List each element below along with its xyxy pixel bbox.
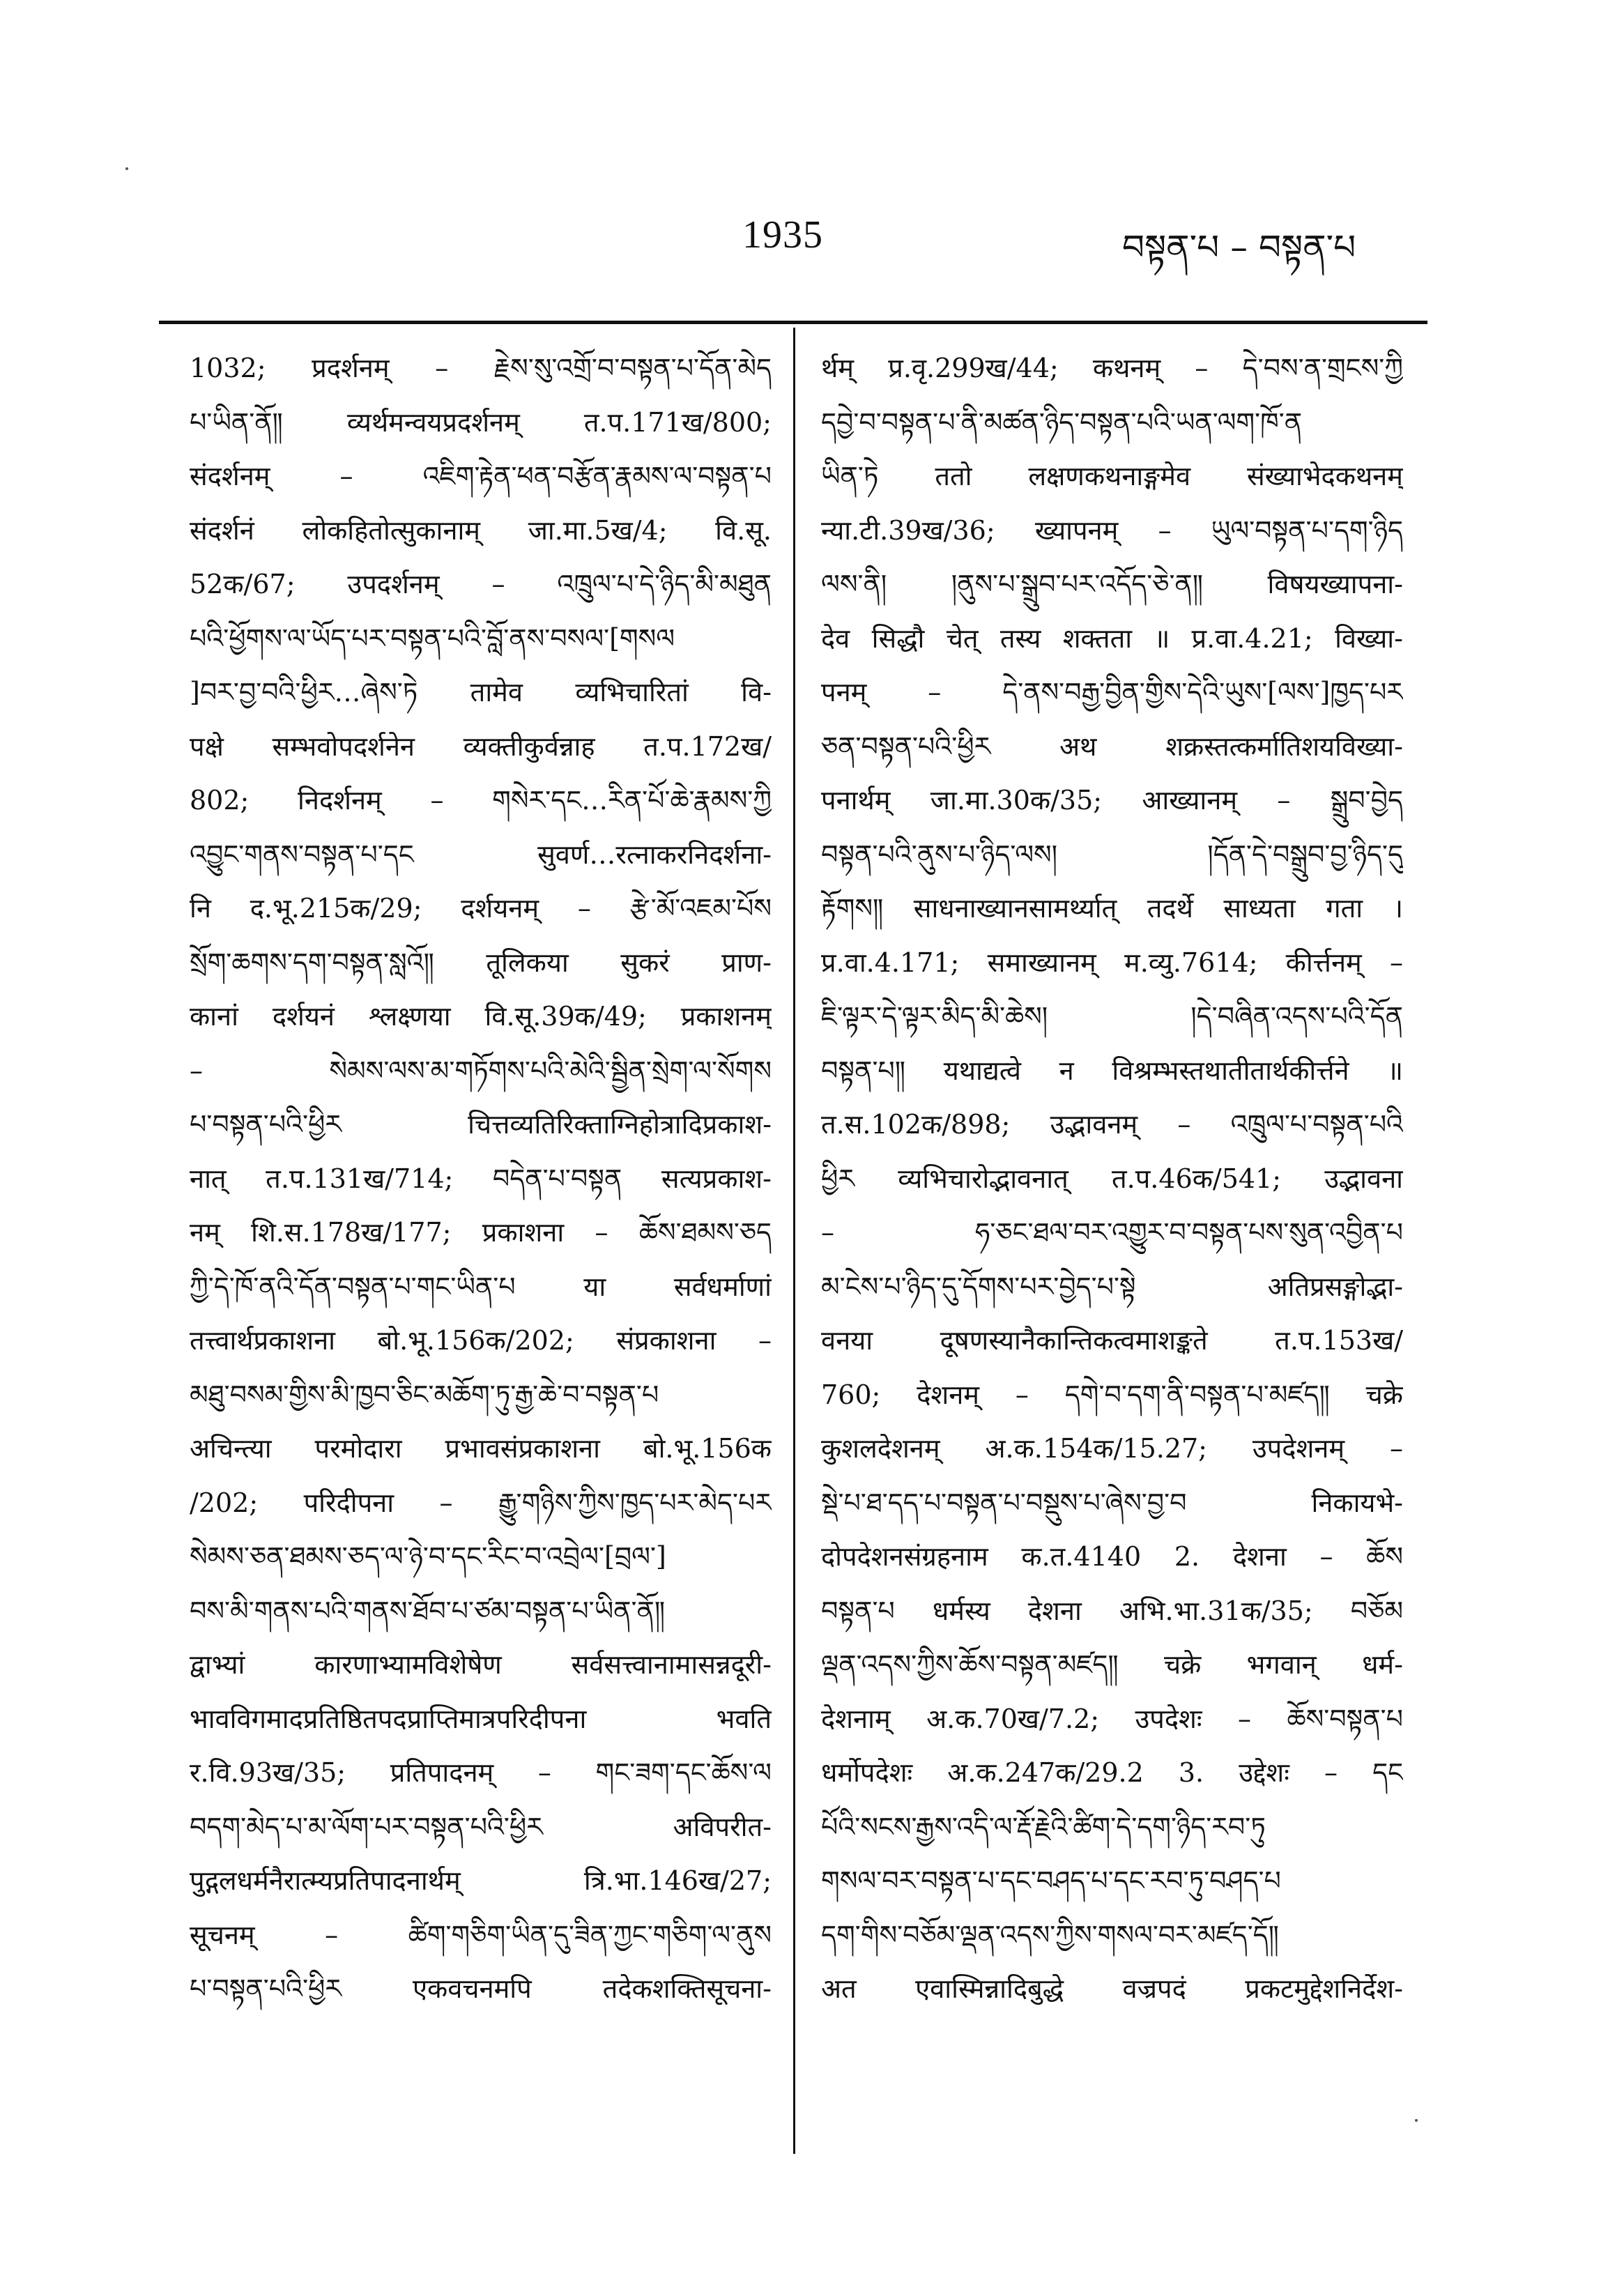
- page-number: 1935: [742, 213, 823, 257]
- entry-line: अत एवास्मिन्नादिबुद्धे वज्रपदं प्रकटमुद्देशनिर्देश-: [821, 1973, 1403, 2004]
- entry-line: दोपदेशनसंग्रहनाम क.त.4140 2. देशना – ཆོས: [821, 1541, 1403, 1572]
- entry-line: /202; परिदीपना – རྒྱུ་གཉིས་ཀྱིས་ཁྱད་པར་མེད་པར: [190, 1487, 772, 1518]
- right-column: [821, 342, 1403, 2017]
- scan-speck: [1415, 2119, 1418, 2122]
- entry-line: དབྱེ་བ་བསྟན་པ་ནི་མཚན་ཉིད་བསྟན་པའི་ཡན་ལག་ཁོ་ན: [821, 406, 1303, 438]
- entry-line: 1032; प्रदर्शनम् – རྗེས་སུ་འགྲོ་བ་བསྟན་པ་དོན་མེད: [190, 353, 772, 383]
- entry-line: པོའི་སངས་རྒྱས་འདི་ལ་རྡོ་རྗེའི་ཚིག་དེ་དག་ཉིད་རབ་ཏུ: [821, 1811, 1266, 1842]
- entry-line: पनार्थम् जा.मा.30क/35; आख्यानम् – སྒྲུབ་བྱེད: [821, 785, 1403, 816]
- entry-line: མ་ངེས་པ་ཉིད་དུ་དོགས་པར་བྱེད་པ་སྟེ अतिप्रसङ्गोद्भा-: [821, 1271, 1403, 1302]
- entry-line: नात् त.प.131ख/714; བདེན་པ་བསྟན सत्यप्रकाश-: [190, 1163, 772, 1194]
- entry-line: कुशलदेशनम् अ.क.154क/15.27; उपदेशनम् –: [821, 1433, 1403, 1464]
- entry-line: द्वाभ्यां कारणाभ्यामविशेषेण सर्वसत्त्वानामासन्नदूरी-: [190, 1649, 772, 1680]
- entry-line: གསལ་བར་བསྟན་པ་དང་བཤད་པ་དང་རབ་ཏུ་བཤད་པ: [821, 1865, 1281, 1896]
- entry-line: न्या.टी.39ख/36; ख्यापनम् – ཡུལ་བསྟན་པ་དག་ཉིད: [821, 514, 1403, 546]
- entry-line: पुद्गलधर्मनैरात्म्यप्रतिपादनार्थम् त्रि.भा.146ख/27;: [190, 1865, 772, 1896]
- entry-line: र.वि.93ख/35; प्रतिपादनम् – གང་ཟག་དང་ཆོས་ལ: [190, 1757, 772, 1788]
- entry-line: བསྟན་པ༎ यथाद्यत्वे न विश्रम्भस्तथातीतार्थकीर्त्तने ॥: [821, 1055, 1403, 1086]
- entry-line: 760; देशनम् – དགེ་བ་དག་ནི་བསྟན་པ་མཛད༎ चक्रे: [821, 1379, 1403, 1410]
- entry-line: – སེམས་ལས་མ་གཏོགས་པའི་མེའི་སྦྱིན་སྲེག་ལ་སོགས: [190, 1055, 772, 1086]
- entry-line: བདག་མེད་པ་མ་ལོག་པར་བསྟན་པའི་ཕྱིར अविपरीत-: [190, 1811, 772, 1842]
- entry-line: भावविगमादप्रतिष्ठितपदप्राप्तिमात्रपरिदीपना भवति: [190, 1703, 772, 1734]
- column-divider: [793, 328, 795, 2154]
- entry-line: ཅན་བསྟན་པའི་ཕྱིར अथ शक्रस्तत्कर्मातिशयविख्या-: [821, 731, 1403, 762]
- entry-line: – ཧ་ཅང་ཐལ་བར་འགྱུར་བ་བསྟན་པས་སུན་འབྱིན་པ: [821, 1217, 1403, 1248]
- entry-line: नम् शि.स.178ख/177; प्रकाशना – ཆོས་ཐམས་ཅད: [190, 1217, 772, 1248]
- entry-line: 52क/67; उपदर्शनम् – འཁྲུལ་པ་དེ་ཉིད་མི་མཐུན: [190, 569, 772, 599]
- left-column: [190, 342, 772, 2017]
- entry-line: བསྟན་པ धर्मस्य देशना अभि.भा.31क/35; བཅོམ: [821, 1595, 1403, 1626]
- entry-line: सूचनम् – ཚིག་གཅིག་ཡིན་དུ་ཟིན་ཀྱང་གཅིག་ལ་ནུས: [190, 1919, 772, 1950]
- entry-line: ཀྱི་དེ་ཁོ་ནའི་དོན་བསྟན་པ་གང་ཡིན་པ या सर्वधर्माणां: [190, 1271, 772, 1302]
- entry-line: པའི་ཕྱོགས་ལ་ཡོད་པར་བསྟན་པའི་བློ་ནས་བསལ་[གསལ: [190, 622, 675, 654]
- entry-line: རྟོགས༎ साधनाख्यानसामर्थ्यात् तदर्थे साध्यता गता ।: [821, 893, 1403, 924]
- entry-line: ཇི་ལྟར་དེ་ལྟར་མིད་མི་ཆེས། །དེ་བཞིན་འདས་པའི་དོན: [821, 1001, 1403, 1032]
- entry-line: अचिन्त्या परमोदारा प्रभावसंप्रकाशना बो.भू.156क: [190, 1433, 772, 1464]
- entry-line: བས་མི་གནས་པའི་གནས་ཐོབ་པ་ཙམ་བསྟན་པ་ཡིན་ནོ༎: [190, 1595, 666, 1626]
- entry-line: तत्त्वार्थप्रकाशना बो.भू.156क/202; संप्रकाशना –: [190, 1325, 772, 1356]
- entry-line: ]བར་བྱ་བའི་ཕྱིར…ཞེས་ཏེ तामेव व्यभिचारितां वि-: [190, 677, 772, 707]
- entry-line: नि द.भू.215क/29; दर्शयनम् – རྩེ་མོ་འཇམ་པོས: [190, 893, 772, 924]
- entry-line: संदर्शनम् – འཇིག་རྟེན་ཕན་བརྩོན་རྣམས་ལ་བསྟན་པ: [190, 461, 772, 491]
- entry-line: पनम् – དེ་ནས་བརྒྱ་བྱིན་གྱིས་དེའི་ཡུས་[ལས་]ཁྱད་པར: [821, 677, 1403, 707]
- entry-line: ཡིན་ཏེ ततो लक्षणकथनाङ्गमेव संख्याभेदकथनम्: [821, 461, 1403, 491]
- entry-line: ལས་ནི། །ནུས་པ་སྒྲུབ་པར་འདོད་ཅེ་ན༎ विषयख्यापना-: [821, 569, 1403, 599]
- entry-line: དག་གིས་བཅོམ་ལྡན་འདས་ཀྱིས་གསལ་བར་མཛད་དོ༎: [821, 1919, 1279, 1950]
- entry-line: ཕྱིར व्यभिचारोद्भावनात् त.प.46क/541; उद्भावना: [821, 1163, 1403, 1194]
- entry-line: བསྟན་པའི་ནུས་པ་ཉིད་ལས། །དོན་དེ་བསྒྲུབ་བྱ་ཉིད་དུ: [821, 839, 1403, 870]
- entry-line: कानां दर्शयनं श्लक्ष्णया वि.सू.39क/49; प्रकाशनम्: [190, 1001, 772, 1032]
- header-rule: [159, 321, 1427, 324]
- entry-line: མཐུ་བསམ་གྱིས་མི་ཁྱབ་ཅིང་མཆོག་ཏུ་རྒྱ་ཆེ་བ་བསྟན་པ: [190, 1379, 659, 1410]
- entry-line: पक्षे सम्भवोपदर्शनेन व्यक्तीकुर्वन्नाह त.प.172ख/: [190, 731, 772, 762]
- entry-line: པ་བསྟན་པའི་ཕྱིར चित्तव्यतिरिक्ताग्निहोत्रादिप्रकाश-: [190, 1109, 772, 1140]
- entry-line: པ་བསྟན་པའི་ཕྱིར एकवचनमपि तदेकशक्तिसूचना-: [190, 1973, 772, 2004]
- entry-line: 802; निदर्शनम् – གསེར་དང…རིན་པོ་ཆེ་རྣམས་ཀྱི: [190, 785, 772, 816]
- entry-line: देव सिद्धौ चेत् तस्य शक्तता ॥ प्र.वा.4.21; विख्या-: [821, 622, 1403, 654]
- entry-line: སེམས་ཅན་ཐམས་ཅད་ལ་ཉེ་བ་དང་རིང་བ་འབྲེལ་[བྲལ་]: [190, 1541, 666, 1572]
- entry-line: སྲོག་ཆགས་དག་བསྟན་སླའོ༎ तूलिकया सुकरं प्राण-: [190, 947, 772, 978]
- entry-line: त.स.102क/898; उद्भावनम् – འཁྲུལ་པ་བསྟན་པའི: [821, 1109, 1403, 1140]
- entry-line: र्थम् प्र.वृ.299ख/44; कथनम् – དེ་བས་ན་གྲངས་ཀྱི: [821, 353, 1403, 383]
- running-head: བསྟན་པ – བསྟན་པ: [1122, 227, 1356, 268]
- entry-line: धर्मोपदेशः अ.क.247क/29.2 3. उद्देशः – དང: [821, 1757, 1403, 1788]
- entry-line: སྡེ་པ་ཐ་དད་པ་བསྟན་པ་བསྡུས་པ་ཞེས་བྱ་བ निकायभे-: [821, 1487, 1403, 1518]
- entry-line: संदर्शनं लोकहितोत्सुकानाम् जा.मा.5ख/4; वि.सू.: [190, 514, 772, 546]
- entry-line: देशनाम् अ.क.70ख/7.2; उपदेशः – ཆོས་བསྟན་པ: [821, 1703, 1403, 1734]
- entry-line: འབྱུང་གནས་བསྟན་པ་དང सुवर्ण…रत्नाकरनिदर्शना-: [190, 839, 772, 870]
- entry-line: प्र.वा.4.171; समाख्यानम् म.व्यु.7614; कीर्त्तनम् –: [821, 947, 1403, 978]
- entry-line: པ་ཡིན་ནོ༎ व्यर्थमन्वयप्रदर्शनम् त.प.171ख/800;: [190, 406, 772, 438]
- scan-speck: [125, 167, 128, 170]
- entry-line: ལྡན་འདས་ཀྱིས་ཆོས་བསྟན་མཛད༎ चक्रे भगवान् धर्म-: [821, 1649, 1403, 1680]
- entry-line: वनया दूषणस्यानैकान्तिकत्वमाशङ्कते त.प.153ख/: [821, 1325, 1403, 1356]
